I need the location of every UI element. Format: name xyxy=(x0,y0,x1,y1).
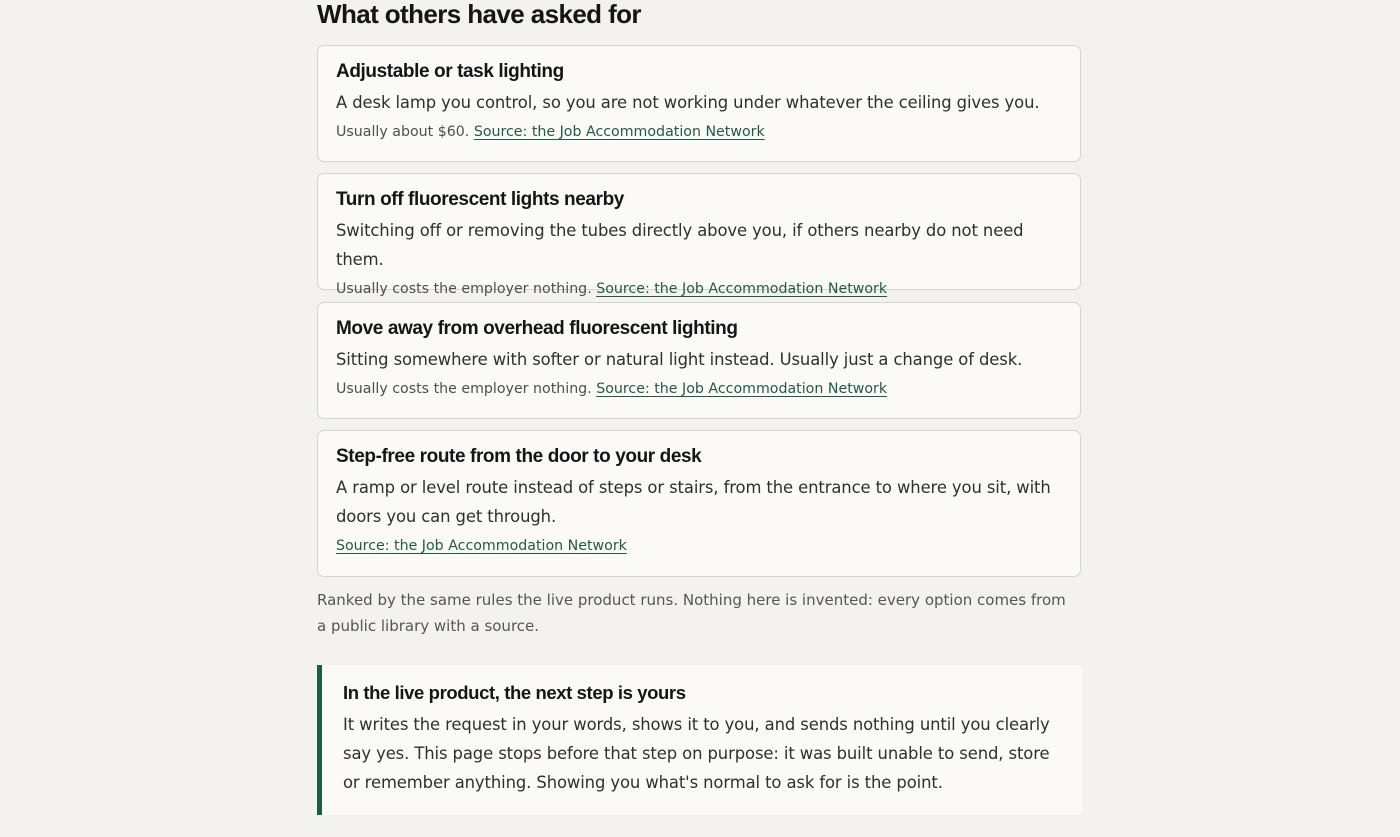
section-title: What others have asked for xyxy=(317,0,641,29)
option-card xyxy=(317,45,1081,162)
option-description: Sitting somewhere with softer or natural light instead. Usually just a change of desk. xyxy=(336,350,1023,369)
source-link[interactable]: Source: the Job Accommodation Network xyxy=(596,381,888,397)
option-title: Move away from overhead fluorescent lighting xyxy=(336,318,738,339)
ranking-footnote: Ranked by the same rules the live product runs. Nothing here is invented: every option comes from a public library with a source. xyxy=(317,591,1066,635)
option-cost: Usually costs the employer nothing. xyxy=(336,381,592,397)
source-link[interactable]: Source: the Job Accommodation Network xyxy=(473,124,765,140)
option-description: A desk lamp you control, so you are not working under whatever the ceiling gives you. xyxy=(336,93,1040,112)
callout-title: In the live product, the next step is yours xyxy=(343,682,686,703)
option-meta xyxy=(336,121,1062,143)
option-description: Switching off or removing the tubes directly above you, if others nearby do not need them. xyxy=(336,221,1024,269)
callout-body: It writes the request in your words, shows it to you, and sends nothing until you clearly say yes. This page stops before that step on purpose: it was built unable to send, store or remember anything. Showing you what's normal to ask for is the point. xyxy=(343,715,1050,792)
option-title: Adjustable or task lighting xyxy=(336,61,564,82)
option-title: Turn off fluorescent lights nearby xyxy=(336,189,624,210)
next-step-callout xyxy=(317,665,1083,815)
source-link[interactable]: Source: the Job Accommodation Network xyxy=(336,538,627,554)
option-meta xyxy=(336,535,1062,557)
option-cost: Usually about $60. xyxy=(336,124,470,140)
option-description: A ramp or level route instead of steps or stairs, from the entrance to where you sit, with doors you can get through. xyxy=(336,478,1051,526)
option-cost: Usually costs the employer nothing. xyxy=(336,281,592,297)
option-title: Step-free route from the door to your desk xyxy=(336,446,702,467)
option-meta xyxy=(336,278,1062,300)
option-card xyxy=(317,302,1081,419)
option-card xyxy=(317,173,1081,297)
source-link[interactable]: Source: the Job Accommodation Network xyxy=(596,281,888,297)
option-meta xyxy=(336,378,1062,400)
option-card xyxy=(317,430,1081,577)
